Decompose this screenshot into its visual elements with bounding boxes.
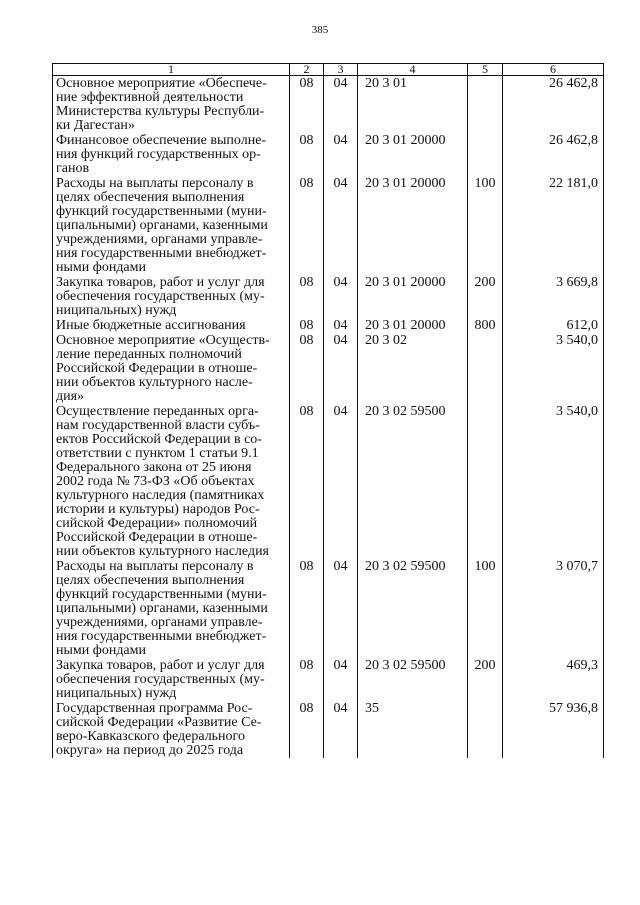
description-line: 2002 года № 73-ФЗ «Об объектах: [56, 474, 255, 489]
description-line: функций государственными (муни-: [56, 204, 267, 219]
header-cell: 3: [324, 64, 358, 76]
row-description: [53, 176, 290, 275]
row-amount: 26 462,8: [503, 133, 604, 176]
row-section: 08: [290, 318, 324, 333]
header-cell: 2: [290, 64, 324, 76]
description-line: Министерства культуры Республи-: [56, 104, 265, 119]
description-line: ниципальных) нужд: [56, 303, 177, 318]
table-row: [53, 318, 604, 333]
description-line: Расходы на выплаты персоналу в: [56, 559, 254, 574]
row-subsection: 04: [324, 404, 358, 559]
description-line: ния функций государственных ор-: [56, 147, 261, 162]
row-expense-type: 200: [468, 658, 503, 701]
description-line: Российской Федерации в отноше-: [56, 361, 258, 376]
description-line: Федерального закона от 25 июня: [56, 460, 252, 475]
description-line: культурного наследия (памятниках: [56, 488, 265, 503]
row-expense-type: 100: [468, 559, 503, 658]
table-row: [53, 176, 604, 275]
row-description: [53, 76, 290, 134]
header-row: [53, 64, 604, 76]
description-line: сийской Федерации» полномочий: [56, 516, 258, 531]
description-line: ципальными) органами, казенными: [56, 218, 268, 233]
row-section: 08: [290, 701, 324, 758]
description-line: Закупка товаров, работ и услуг для: [56, 275, 265, 290]
description-line: сийской Федерации «Развитие Се-: [56, 715, 262, 730]
description-line: нии объектов культурного наследия: [56, 544, 270, 559]
row-description: [53, 133, 290, 176]
row-expense-type: [468, 76, 503, 134]
description-line: Государственная программа Рос-: [56, 701, 253, 716]
row-target-article: 20 3 01 20000: [358, 176, 468, 275]
row-description: [53, 275, 290, 318]
description-line: ние эффективной деятельности: [56, 90, 244, 105]
row-target-article: 20 3 01: [358, 76, 468, 134]
row-description: [53, 658, 290, 701]
description-line: ципальными) органами, казенными: [56, 601, 268, 616]
row-section: 08: [290, 658, 324, 701]
description-line: обеспечения государственных (му-: [56, 672, 265, 687]
description-line: ектов Российской Федерации в со-: [56, 432, 262, 447]
table-row: [53, 333, 604, 404]
row-description: [53, 404, 290, 559]
description-line: ными фондами: [56, 260, 147, 275]
description-line: целях обеспечения выполнения: [56, 573, 245, 588]
row-expense-type: 200: [468, 275, 503, 318]
table-row: [53, 275, 604, 318]
row-subsection: 04: [324, 559, 358, 658]
header-cell: 5: [468, 64, 503, 76]
row-amount: 22 181,0: [503, 176, 604, 275]
row-section: 08: [290, 559, 324, 658]
row-target-article: 20 3 01 20000: [358, 133, 468, 176]
row-section: 08: [290, 76, 324, 134]
description-line: нам государственной власти субъ-: [56, 418, 260, 433]
description-line: веро-Кавказского федерального: [56, 729, 245, 744]
row-target-article: 20 3 02 59500: [358, 404, 468, 559]
row-subsection: 04: [324, 76, 358, 134]
description-line: ки Дагестан»: [56, 118, 135, 133]
row-target-article: 20 3 01 20000: [358, 318, 468, 333]
row-expense-type: [468, 133, 503, 176]
row-target-article: 20 3 02 59500: [358, 658, 468, 701]
row-expense-type: [468, 701, 503, 758]
row-amount: 57 936,8: [503, 701, 604, 758]
description-line: ния государственными внебюджет-: [56, 246, 267, 261]
description-line: учреждениями, органами управле-: [56, 232, 263, 247]
description-line: Основное мероприятие «Осуществ-: [56, 333, 270, 348]
description-line: ния государственными внебюджет-: [56, 629, 267, 644]
description-line: Закупка товаров, работ и услуг для: [56, 658, 265, 673]
page-number: 385: [311, 24, 329, 36]
row-amount: 3 070,7: [503, 559, 604, 658]
description-line: Финансовое обеспечение выполне-: [56, 133, 267, 148]
table-row: [53, 559, 604, 658]
row-section: 08: [290, 404, 324, 559]
header-cell: 6: [503, 64, 604, 76]
description-line: ление переданных полномочий: [56, 347, 242, 362]
description-line: Расходы на выплаты персоналу в: [56, 176, 254, 191]
row-section: 08: [290, 275, 324, 318]
table-row: [53, 701, 604, 758]
header-cell: 4: [358, 64, 468, 76]
row-subsection: 04: [324, 701, 358, 758]
row-description: [53, 318, 290, 333]
description-line: учреждениями, органами управле-: [56, 615, 263, 630]
table-row: [53, 76, 604, 134]
row-description: [53, 559, 290, 658]
description-line: дия»: [56, 389, 85, 404]
row-target-article: 20 3 02 59500: [358, 559, 468, 658]
description-line: Основное мероприятие «Обеспече-: [56, 76, 267, 91]
row-expense-type: [468, 333, 503, 404]
row-target-article: 20 3 01 20000: [358, 275, 468, 318]
table-row: [53, 133, 604, 176]
row-expense-type: 100: [468, 176, 503, 275]
row-target-article: 20 3 02: [358, 333, 468, 404]
row-subsection: 04: [324, 275, 358, 318]
row-section: 08: [290, 333, 324, 404]
row-subsection: 04: [324, 333, 358, 404]
row-description: [53, 333, 290, 404]
description-line: Осуществление переданных орга-: [56, 404, 259, 419]
description-line: ными фондами: [56, 643, 147, 658]
description-line: Иные бюджетные ассигнования: [56, 318, 246, 333]
description-line: нии объектов культурного насле-: [56, 375, 253, 390]
row-amount: 26 462,8: [503, 76, 604, 134]
row-subsection: 04: [324, 133, 358, 176]
description-line: целях обеспечения выполнения: [56, 190, 245, 205]
table-row: [53, 658, 604, 701]
header-cell: 1: [53, 64, 290, 76]
row-target-article: 35: [358, 701, 468, 758]
row-expense-type: [468, 404, 503, 559]
description-line: ответствии с пунктом 1 статьи 9.1: [56, 446, 259, 461]
table-row: [53, 404, 604, 559]
row-subsection: 04: [324, 658, 358, 701]
description-line: обеспечения государственных (му-: [56, 289, 265, 304]
row-section: 08: [290, 176, 324, 275]
budget-table: [52, 63, 604, 758]
row-description: [53, 701, 290, 758]
row-amount: 469,3: [503, 658, 604, 701]
row-amount: 3 540,0: [503, 333, 604, 404]
description-line: ниципальных) нужд: [56, 686, 177, 701]
row-amount: 612,0: [503, 318, 604, 333]
description-line: функций государственными (муни-: [56, 587, 267, 602]
description-line: Российской Федерации в отноше-: [56, 530, 258, 545]
description-line: ганов: [56, 161, 90, 176]
row-subsection: 04: [324, 318, 358, 333]
description-line: округа» на период до 2025 года: [56, 743, 244, 758]
row-section: 08: [290, 133, 324, 176]
row-subsection: 04: [324, 176, 358, 275]
row-expense-type: 800: [468, 318, 503, 333]
description-line: истории и культуры) народов Рос-: [56, 502, 260, 517]
row-amount: 3 540,0: [503, 404, 604, 559]
row-amount: 3 669,8: [503, 275, 604, 318]
table-body: [53, 76, 604, 759]
